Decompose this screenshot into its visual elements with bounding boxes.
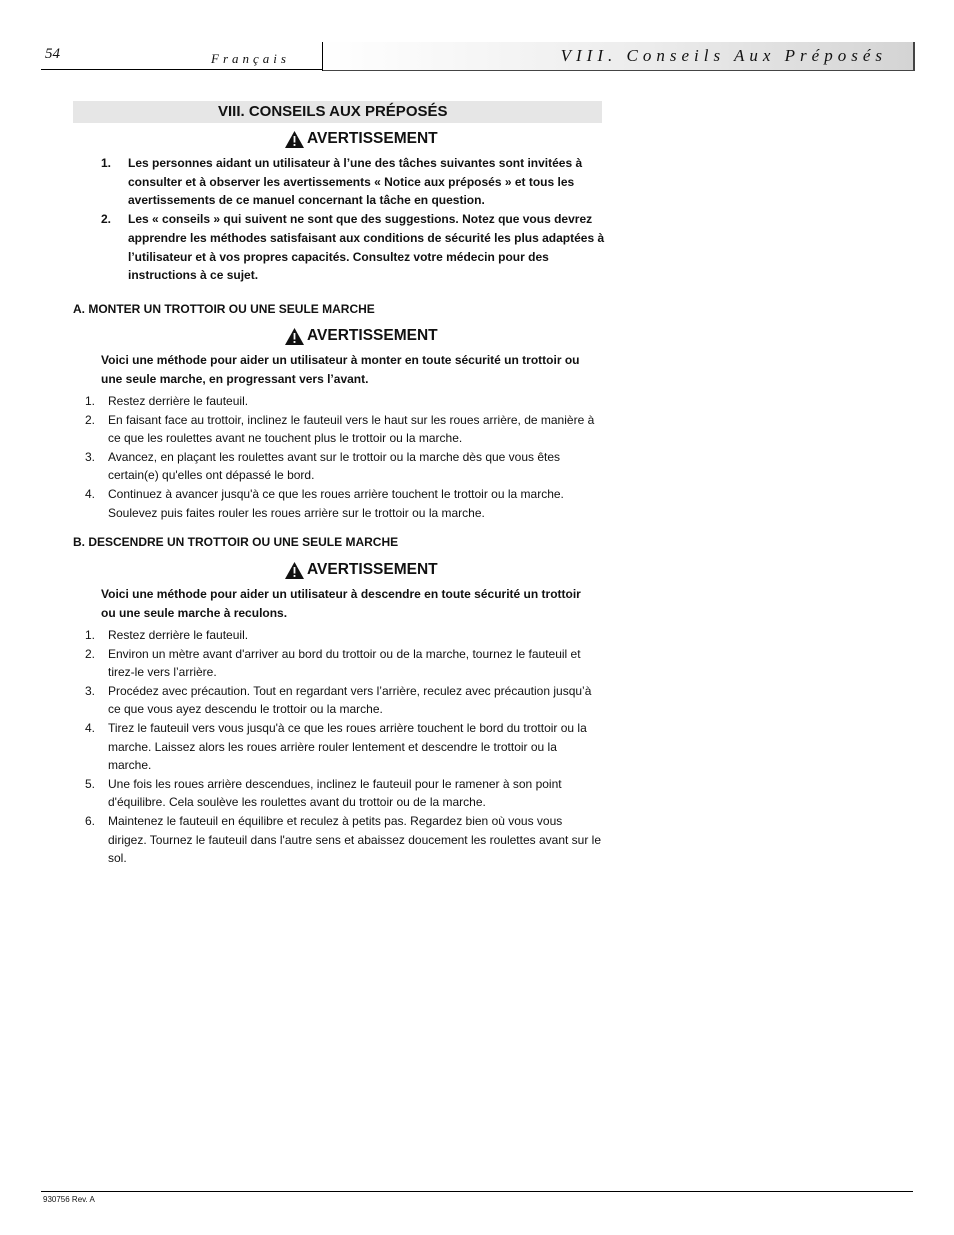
list-item: 2. Environ un mètre avant d'arriver au bord du trottoir ou de la marche, tournez le fauteuil et tirez-le vers l’arrière. (85, 646, 581, 680)
header-rule (41, 69, 323, 70)
list-item: 1. Restez derrière le fauteuil. (85, 628, 249, 642)
footer-rule (41, 1191, 913, 1192)
section-b-steps (85, 626, 603, 868)
warning-heading-a (285, 327, 438, 345)
chapter-band (323, 42, 915, 71)
list-item: 4. Tirez le fauteuil vers vous jusqu'à ce que les roues arrière touchent le bord du trottoir ou la marche. Laissez alors les roues arrière rouler lentement et descendre le trottoir ou la marche. (85, 720, 587, 773)
list-item: 5. Une fois les roues arrière descendues, inclinez le fauteuil pour le ramener à son point d'équilibre. Cela soulève les roulettes avant du trottoir ou de la marche. (85, 776, 562, 810)
section-a-warning-text: Voici une méthode pour aider un utilisateur à monter en toute sécurité un trottoir ou une seule marche, en progressant vers l’avant. (101, 353, 580, 386)
intro-warnings (93, 154, 613, 285)
warning-triangle-icon (285, 562, 304, 579)
list-item: 4. Continuez à avancer jusqu'à ce que les roues arrière touchent le trottoir ou la marche. Soulevez puis faites rouler les roues arrière sur le trottoir ou la marche. (85, 486, 564, 520)
footer-revision: 930756 Rev. A (43, 1195, 95, 1204)
warning-label: AVERTISSEMENT (307, 561, 438, 578)
section-a-heading: A. MONTER UN TROTTOIR OU UNE SEULE MARCHE (73, 302, 375, 316)
warning-heading-b (285, 561, 438, 579)
list-item: 1. Les personnes aidant un utilisateur à l’une des tâches suivantes sont invitées à consulter et à observer les avertissements « Notice aux préposés » et tous les avertissements de ce manuel concernant la tâche en question. (101, 156, 583, 208)
section-title: VIII. CONSEILS AUX PRÉPOSÉS (218, 103, 448, 120)
section-b-heading: B. DESCENDRE UN TROTTOIR OU UNE SEULE MARCHE (73, 535, 399, 549)
warning-label: AVERTISSEMENT (307, 130, 438, 147)
section-a-steps (85, 392, 603, 522)
section-title-bar (73, 101, 602, 123)
chapter-title: VIII. Conseils Aux Préposés (560, 46, 887, 65)
page-number: 54 (45, 46, 60, 62)
section-b-warning-text: Voici une méthode pour aider un utilisateur à descendre en toute sécurité un trottoir ou une seule marche à reculons. (101, 587, 581, 620)
list-item: 6. Maintenez le fauteuil en équilibre et reculez à petits pas. Regardez bien où vous vous dirigez. Tournez le fauteuil dans l'autre sens et abaissez doucement les roulettes avant sur le sol. (85, 813, 602, 866)
page-header (41, 42, 913, 71)
warning-triangle-icon (285, 131, 304, 148)
list-item: 1. Restez derrière le fauteuil. (85, 394, 249, 408)
list-item: 2. En faisant face au trottoir, inclinez le fauteuil vers le haut sur les roues arrière, de manière à ce que les roulettes avant ne touchent plus le trottoir ou la marche. (85, 412, 595, 446)
language-label: Français (211, 51, 290, 66)
list-item: 2. Les « conseils » qui suivent ne sont que des suggestions. Notez que vous devrez apprendre les méthodes satisfaisant aux conditions de sécurité les plus adaptées à l’utilisateur et à vos propres capacités. Consultez votre médecin pour des instructions à ce sujet. (101, 212, 605, 283)
warning-label: AVERTISSEMENT (307, 327, 438, 344)
list-item: 3. Procédez avec précaution. Tout en regardant vers l’arrière, reculez avec précaution jusqu’à ce que vous ayez descendu le trottoir ou la marche. (85, 683, 592, 717)
list-item: 3. Avancez, en plaçant les roulettes avant sur le trottoir ou la marche dès que vous êtes certain(e) qu'elles ont dépassé le bord. (85, 449, 561, 483)
warning-heading-intro (285, 130, 438, 148)
warning-triangle-icon (285, 328, 304, 345)
